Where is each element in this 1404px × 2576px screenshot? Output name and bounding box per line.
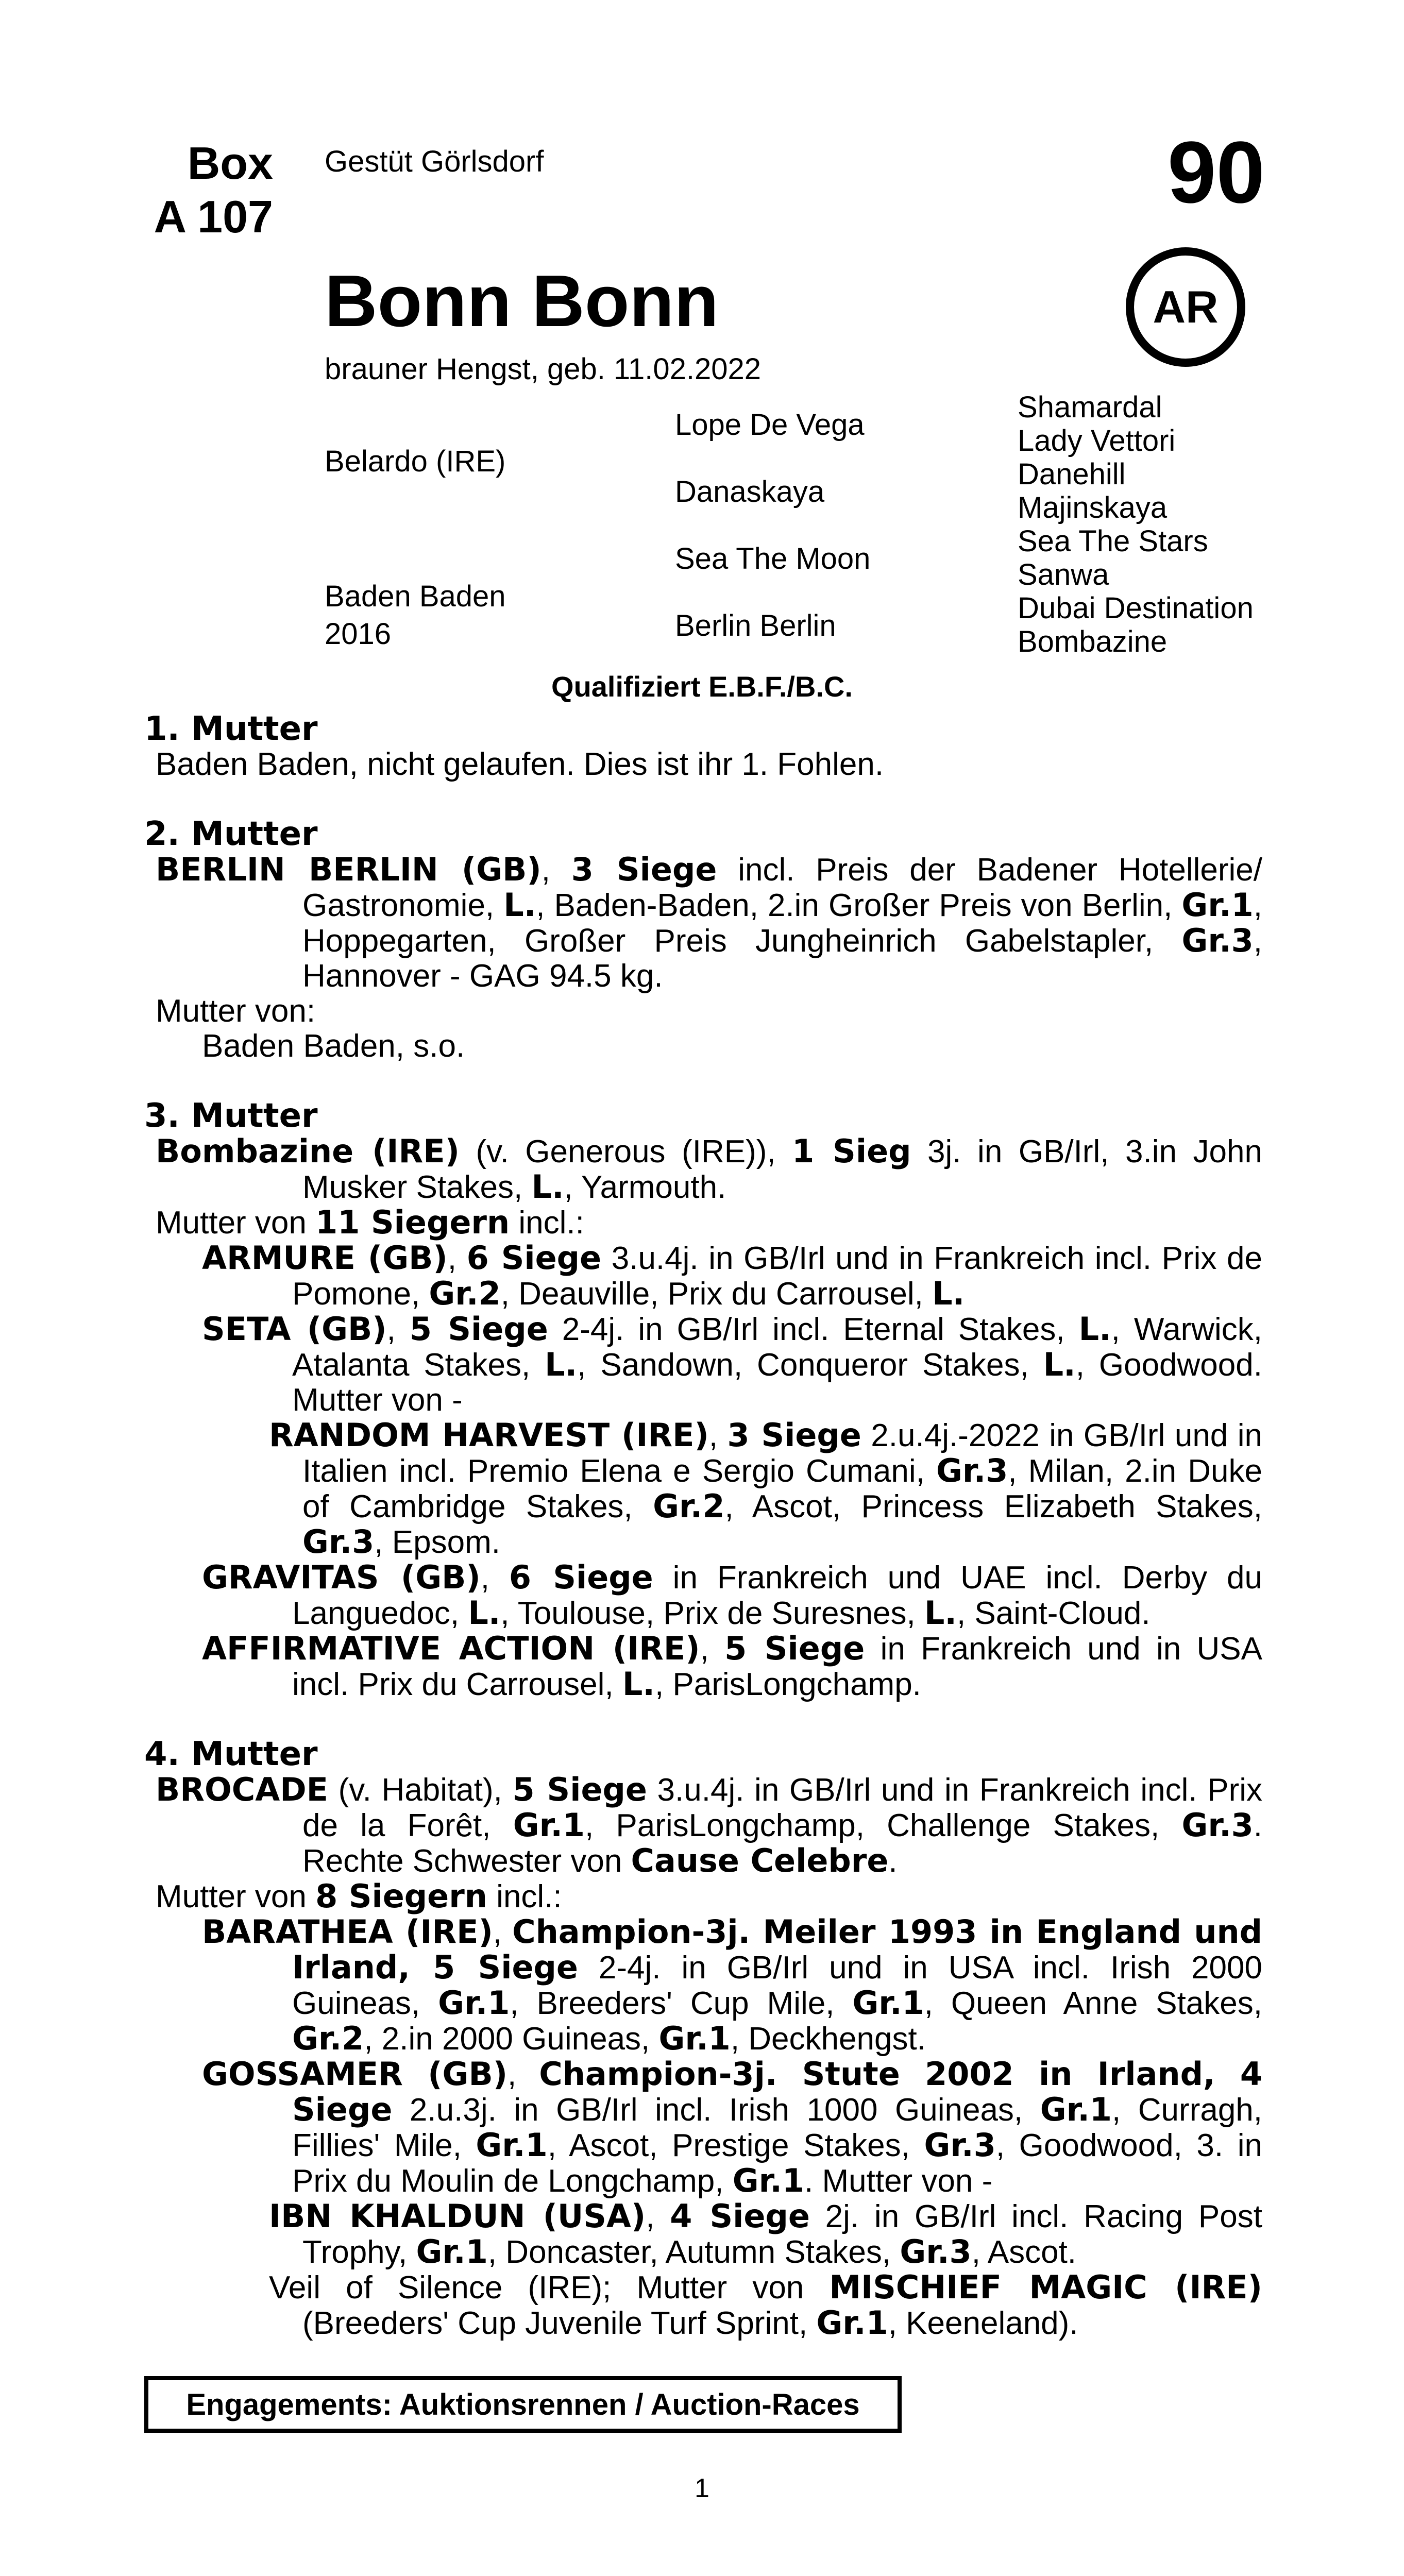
- pedigree-gen3-item: Danehill: [1018, 457, 1126, 491]
- section-title: 2. Mutter: [144, 815, 318, 853]
- pedigree-gen2-item: Berlin Berlin: [675, 609, 836, 642]
- pedigree-entry: Bombazine (IRE) (v. Generous (IRE)), 1 Sieg 3j. in GB/Irl, 3.in John Musker Stakes, L., Yarmouth.: [156, 1132, 1262, 1206]
- pedigree-entry: Baden Baden, nicht gelaufen. Dies ist ihr 1. Fohlen.: [156, 747, 884, 782]
- box-label: [144, 137, 273, 244]
- engagements-box: [144, 2376, 902, 2433]
- horse-description: brauner Hengst, geb. 11.02.2022: [325, 352, 762, 386]
- pedigree-entry: Mutter von 8 Siegern incl.:: [156, 1877, 562, 1915]
- pedigree-dam-year: 2016: [325, 617, 392, 651]
- pedigree-entry: IBN KHALDUN (USA), 4 Siege 2j. in GB/Irl incl. Racing Post Trophy, Gr.1, Doncaster, Autumn Stakes, Gr.3, Ascot.: [269, 2197, 1262, 2270]
- pedigree-gen3-item: Shamardal: [1018, 391, 1162, 424]
- pedigree-entry: Baden Baden, s.o.: [202, 1028, 465, 1064]
- pedigree-entry: RANDOM HARVEST (IRE), 3 Siege 2.u.4j.-2022 in GB/Irl und in Italien incl. Premio Elena e Sergio Cumani, Gr.3, Milan, 2.in Duke of Cambridge Stakes, Gr.2, Ascot, Princess Elizabeth Stakes, Gr.3, Epsom.: [269, 1416, 1262, 1561]
- pedigree-gen2-item: Sea The Moon: [675, 542, 871, 575]
- section-title: 4. Mutter: [144, 1735, 318, 1773]
- pedigree-gen3-item: Sanwa: [1018, 558, 1109, 591]
- pedigree-entry: AFFIRMATIVE ACTION (IRE), 5 Siege in Frankreich und in USA incl. Prix du Carrousel, L., ParisLongchamp.: [202, 1630, 1262, 1703]
- pedigree-gen2-item: Danaskaya: [675, 475, 825, 509]
- pedigree-entry: SETA (GB), 5 Siege 2-4j. in GB/Irl incl. Eternal Stakes, L., Warwick, Atalanta Stakes, L., Sandown, Conqueror Stakes, L., Goodwood. Mutter von -: [202, 1310, 1262, 1418]
- qualification-note: Qualifiziert E.B.F./B.C.: [551, 670, 853, 703]
- horse-name: Bonn Bonn: [325, 260, 719, 342]
- box-number: A 107: [154, 191, 273, 242]
- pedigree-entry: BERLIN BERLIN (GB), 3 Siege incl. Preis der Badener Hotellerie/ Gastronomie, L., Baden-Baden, 2.in Großer Preis von Berlin, Gr.1, Hoppegarten, Großer Preis Jungheinrich Gabelstapler, Gr.3, Hannover - GAG 94.5 kg.: [156, 851, 1262, 994]
- pedigree-gen3-item: Majinskaya: [1018, 491, 1168, 524]
- pedigree-gen3-item: Bombazine: [1018, 625, 1168, 658]
- lot-number: 90: [1167, 124, 1265, 222]
- breeder-name: Gestüt Görlsdorf: [325, 145, 544, 178]
- family-sections: [144, 711, 1262, 2341]
- pedigree-entry: BARATHEA (IRE), Champion-3j. Meiler 1993 in England und Irland, 5 Siege 2-4j. in GB/Irl und in USA incl. Irish 2000 Guineas, Gr.1, Breeders' Cup Mile, Gr.1, Queen Anne Stakes, Gr.2, 2.in 2000 Guineas, Gr.1, Deckhengst.: [202, 1913, 1263, 2057]
- pedigree-entry: GRAVITAS (GB), 6 Siege in Frankreich und UAE incl. Derby du Languedoc, L., Toulouse, Prix de Suresnes, L., Saint-Cloud.: [202, 1558, 1262, 1632]
- engagements-text: Engagements: Auktionsrennen / Auction-Races: [186, 2387, 860, 2421]
- box-label-text: Box: [187, 138, 273, 189]
- pedigree-gen3-item: Lady Vettori: [1018, 424, 1176, 457]
- ar-badge-label: AR: [1153, 281, 1219, 332]
- pedigree-gen2-item: Lope De Vega: [675, 408, 865, 442]
- section-title: 3. Mutter: [144, 1097, 318, 1135]
- pedigree-entry: Mutter von:: [156, 993, 316, 1029]
- pedigree-entry: GOSSAMER (GB), Champion-3j. Stute 2002 in Irland, 4 Siege 2.u.3j. in GB/Irl incl. Irish 1000 Guineas, Gr.1, Curragh, Fillies' Mile, Gr.1, Ascot, Prestige Stakes, Gr.3, Goodwood, 3. in Prix du Moulin de Longchamp, Gr.1. Mutter von -: [202, 2055, 1263, 2199]
- pedigree-dam-name: Baden Baden: [325, 580, 506, 613]
- pedigree-sire: Belardo (IRE): [325, 445, 506, 478]
- pedigree-entry: Mutter von 11 Siegern incl.:: [156, 1204, 584, 1241]
- section-title: 1. Mutter: [144, 710, 318, 748]
- pedigree-entry: ARMURE (GB), 6 Siege 3.u.4j. in GB/Irl und in Frankreich incl. Prix de Pomone, Gr.2, Deauville, Prix du Carrousel, L.: [202, 1239, 1262, 1312]
- ar-badge: [1126, 247, 1245, 367]
- pedigree-gen3-item: Dubai Destination: [1018, 591, 1254, 625]
- pedigree-gen3-item: Sea The Stars: [1018, 524, 1208, 558]
- pedigree-entry: Veil of Silence (IRE); Mutter von MISCHIEF MAGIC (IRE) (Breeders' Cup Juvenile Turf Sprint, Gr.1, Keeneland).: [269, 2268, 1262, 2342]
- pedigree-entry: BROCADE (v. Habitat), 5 Siege 3.u.4j. in GB/Irl und in Frankreich incl. Prix de la Forêt, Gr.1, ParisLongchamp, Challenge Stakes, Gr.3. Rechte Schwester von Cause Celebre.: [156, 1771, 1262, 1879]
- page-number: 1: [695, 2473, 709, 2503]
